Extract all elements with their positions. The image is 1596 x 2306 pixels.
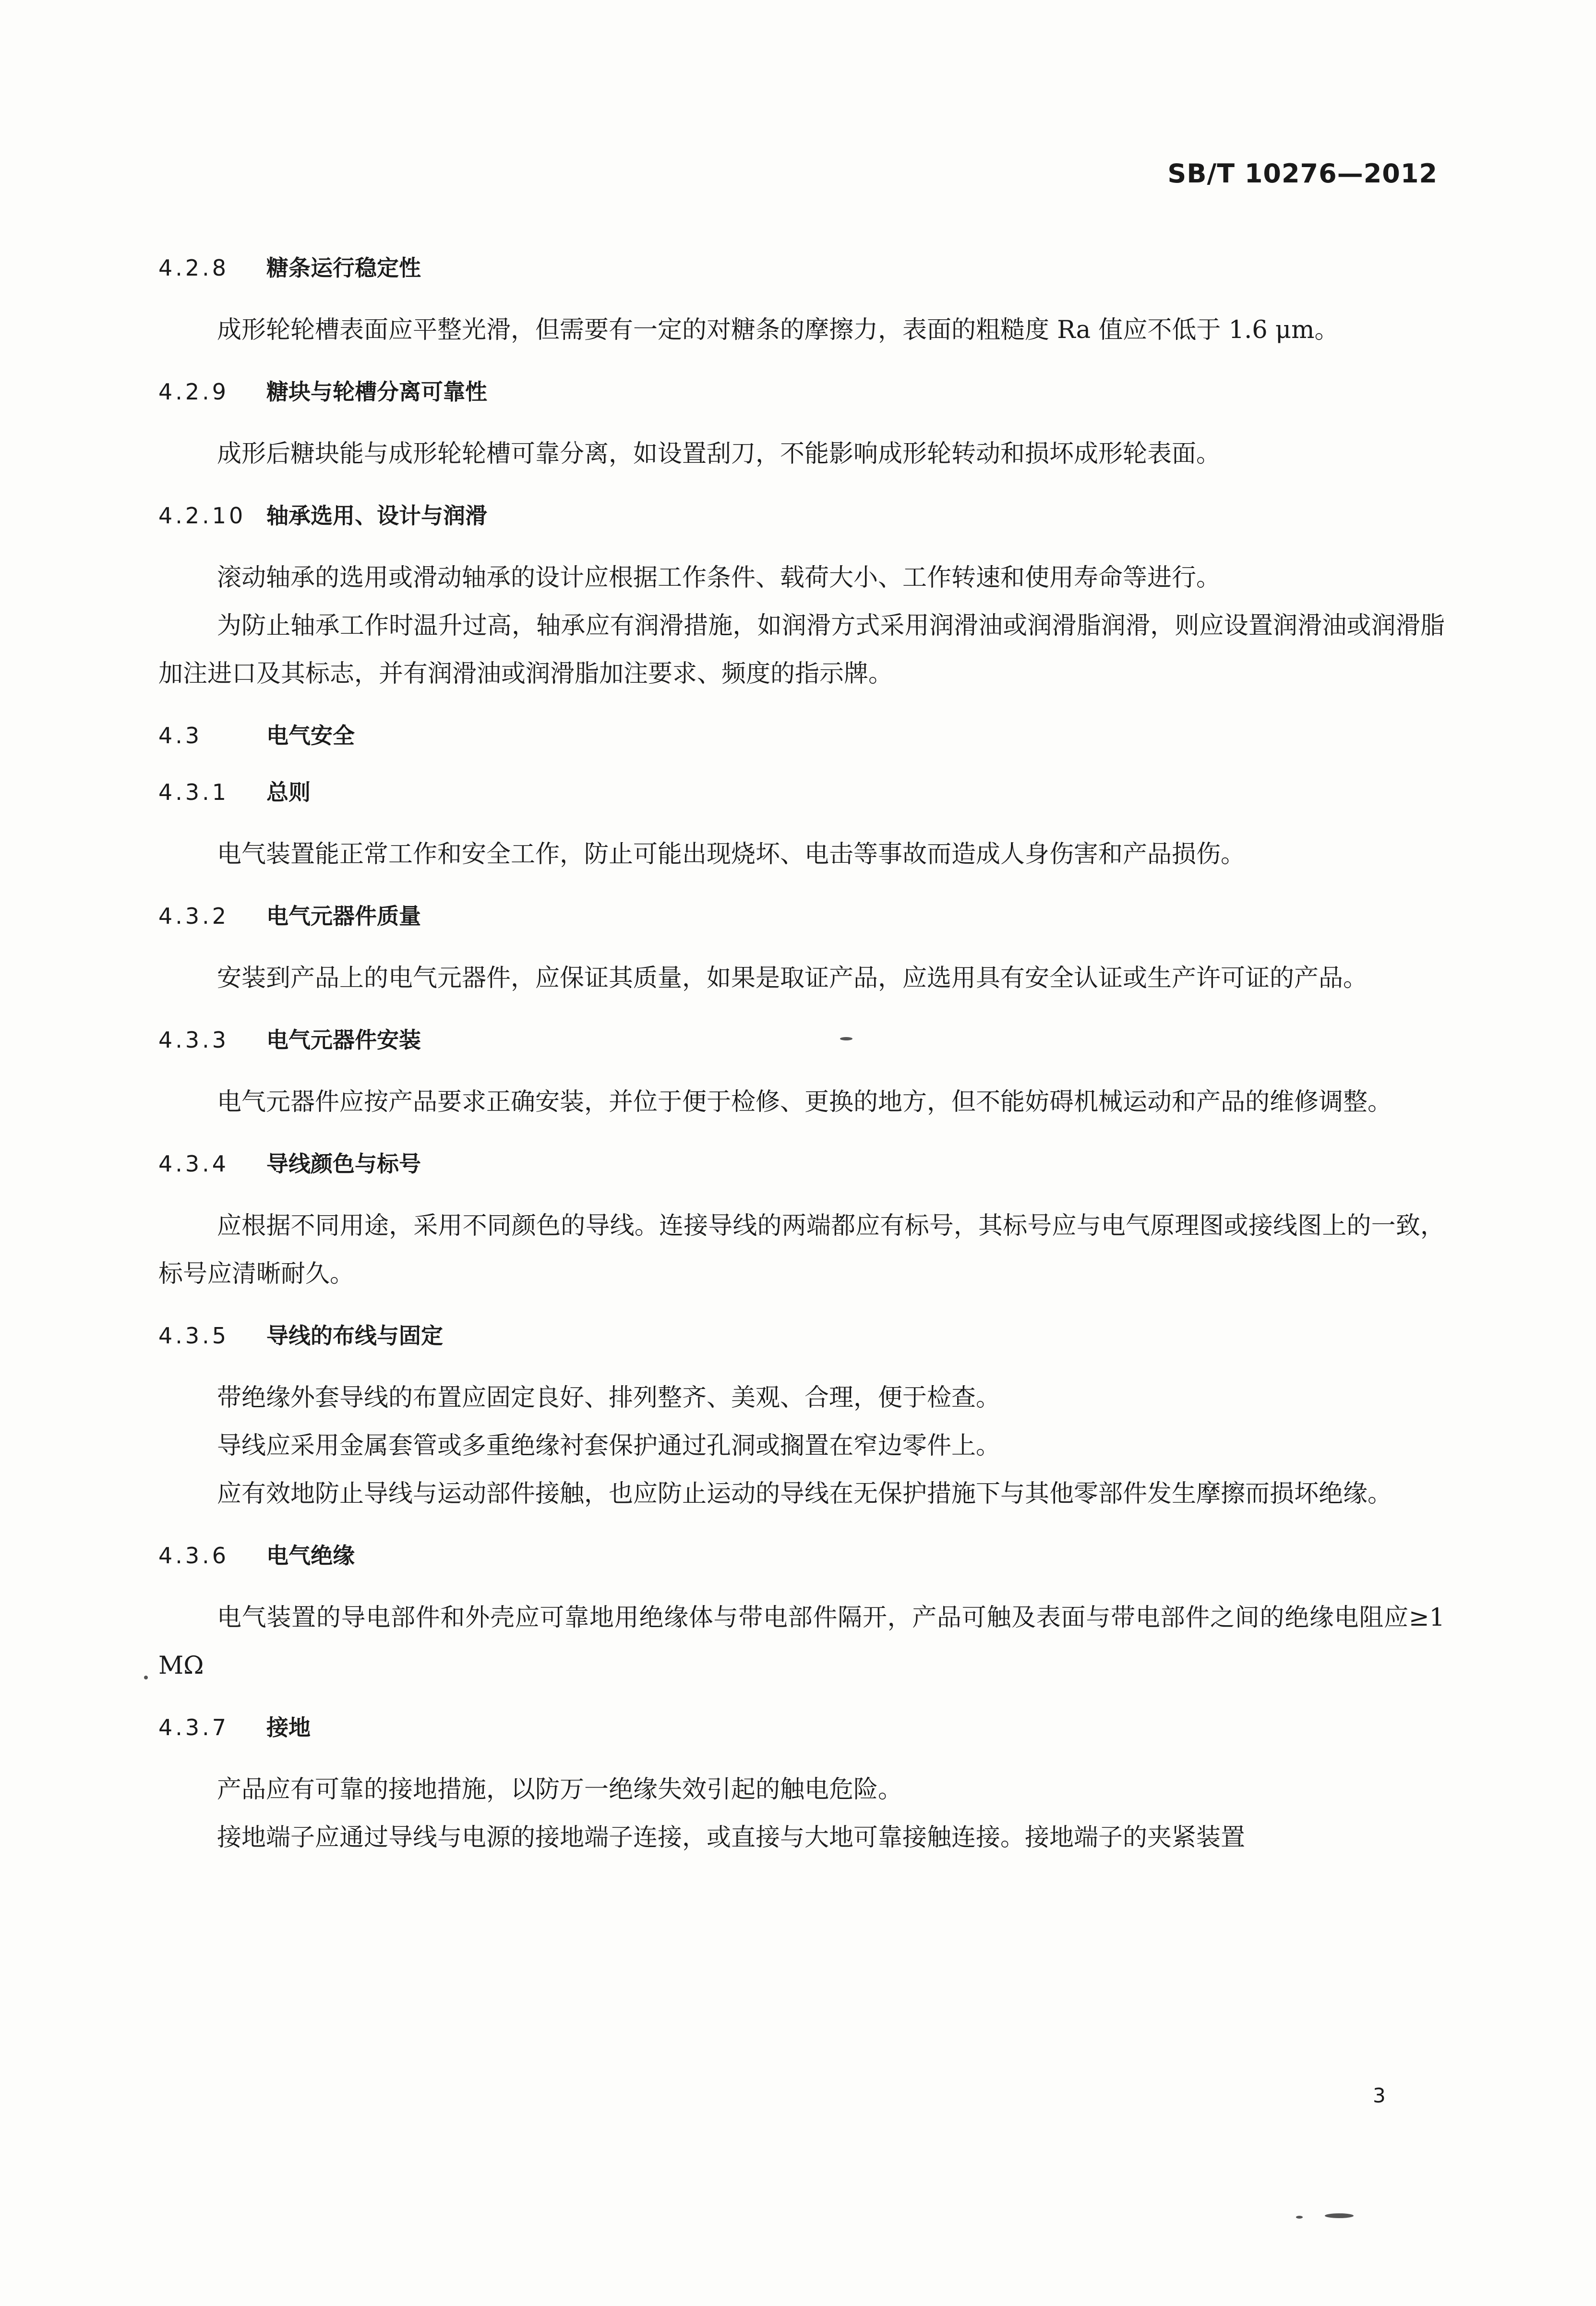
section-heading-4-2-10 bbox=[158, 497, 1445, 534]
section-number: 4.3.7 bbox=[158, 1714, 229, 1740]
section-title: 接地 bbox=[266, 1714, 311, 1740]
section-title: 电气元器件安装 bbox=[266, 1027, 421, 1053]
section-number: 4.2.8 bbox=[158, 255, 229, 281]
paragraph: 接地端子应通过导线与电源的接地端子连接，或直接与大地可靠接触连接。接地端子的夹紧装置 bbox=[217, 1823, 1246, 1852]
section-title: 导线的布线与固定 bbox=[266, 1323, 443, 1349]
section-number: 4.3.1 bbox=[158, 779, 229, 805]
section-number: 4.3.4 bbox=[158, 1151, 229, 1177]
paragraph: 成形后糖块能与成形轮轮槽可靠分离，如设置刮刀，不能影响成形轮转动和损坏成形轮表面。 bbox=[217, 440, 1221, 468]
section-heading-4-3 bbox=[158, 717, 1445, 754]
section-title: 电气绝缘 bbox=[266, 1543, 355, 1569]
paragraph: 滚动轴承的选用或滑动轴承的设计应根据工作条件、载荷大小、工作转速和使用寿命等进行。 bbox=[217, 564, 1221, 592]
document-body bbox=[158, 250, 1445, 1862]
paragraph: 成形轮轮槽表面应平整光滑，但需要有一定的对糖条的摩擦力，表面的粗糙度 Ra 值应不低于 1.6 μm。 bbox=[217, 316, 1339, 344]
section-title: 糖条运行稳定性 bbox=[266, 255, 421, 281]
scan-speck bbox=[1296, 2216, 1303, 2219]
section-heading-4-3-4 bbox=[158, 1146, 1445, 1182]
paragraph: 导线应采用金属套管或多重绝缘衬套保护通过孔洞或搁置在窄边零件上。 bbox=[217, 1432, 1001, 1460]
section-number: 4.3.6 bbox=[158, 1543, 229, 1569]
paragraph: 电气装置能正常工作和安全工作，防止可能出现烧坏、电击等事故而造成人身伤害和产品损伤。 bbox=[217, 840, 1246, 869]
scan-speck bbox=[144, 1676, 148, 1679]
scan-speck bbox=[840, 1037, 852, 1040]
paragraph: 电气元器件应按产品要求正确安装，并位于便于检修、更换的地方，但不能妨碍机械运动和产品的维修调整。 bbox=[217, 1088, 1392, 1116]
section-number: 4.3.3 bbox=[158, 1027, 229, 1053]
paragraph: 安装到产品上的电气元器件，应保证其质量，如果是取证产品，应选用具有安全认证或生产许可证的产品。 bbox=[217, 964, 1368, 992]
section-heading-4-3-2 bbox=[158, 898, 1445, 934]
section-title: 电气元器件质量 bbox=[266, 903, 421, 929]
section-heading-4-3-3 bbox=[158, 1022, 1445, 1058]
section-number: 4.3.5 bbox=[158, 1323, 229, 1349]
paragraph: 产品应有可靠的接地措施，以防万一绝缘失效引起的触电危险。 bbox=[217, 1775, 903, 1804]
section-heading-4-3-7 bbox=[158, 1709, 1445, 1746]
section-number: 4.2.9 bbox=[158, 379, 229, 405]
section-heading-4-2-8 bbox=[158, 250, 1445, 286]
section-heading-4-3-5 bbox=[158, 1317, 1445, 1354]
section-title: 糖块与轮槽分离可靠性 bbox=[266, 379, 487, 405]
paragraph: 带绝缘外套导线的布置应固定良好、排列整齐、美观、合理，便于检查。 bbox=[217, 1384, 1001, 1412]
section-title: 总则 bbox=[266, 779, 311, 805]
section-heading-4-2-9 bbox=[158, 374, 1445, 410]
section-number: 4.2.10 bbox=[158, 503, 246, 529]
page-number: 3 bbox=[1373, 2084, 1386, 2107]
paragraph: 电气装置的导电部件和外壳应可靠地用绝缘体与带电部件隔开，产品可触及表面与带电部件之间的绝缘电阻应≥1 MΩ bbox=[158, 1604, 1445, 1680]
section-title: 轴承选用、设计与润滑 bbox=[266, 503, 487, 529]
document-code: SB/T 10276—2012 bbox=[1167, 158, 1438, 189]
scan-speck bbox=[1325, 2213, 1354, 2218]
section-title: 导线颜色与标号 bbox=[266, 1151, 421, 1177]
section-title: 电气安全 bbox=[266, 723, 355, 749]
section-number: 4.3 bbox=[158, 723, 203, 749]
section-heading-4-3-6 bbox=[158, 1537, 1445, 1574]
section-number: 4.3.2 bbox=[158, 903, 229, 929]
paragraph: 应有效地防止导线与运动部件接触，也应防止运动的导线在无保护措施下与其他零部件发生摩擦而损坏绝缘。 bbox=[217, 1480, 1392, 1508]
section-heading-4-3-1 bbox=[158, 774, 1445, 810]
paragraph: 为防止轴承工作时温升过高，轴承应有润滑措施，如润滑方式采用润滑油或润滑脂润滑，则应设置润滑油或润滑脂加注进口及其标志，并有润滑油或润滑脂加注要求、频度的指示牌。 bbox=[158, 612, 1445, 688]
paragraph: 应根据不同用途，采用不同颜色的导线。连接导线的两端都应有标号，其标号应与电气原理图或接线图上的一致，标号应清晰耐久。 bbox=[158, 1212, 1445, 1288]
